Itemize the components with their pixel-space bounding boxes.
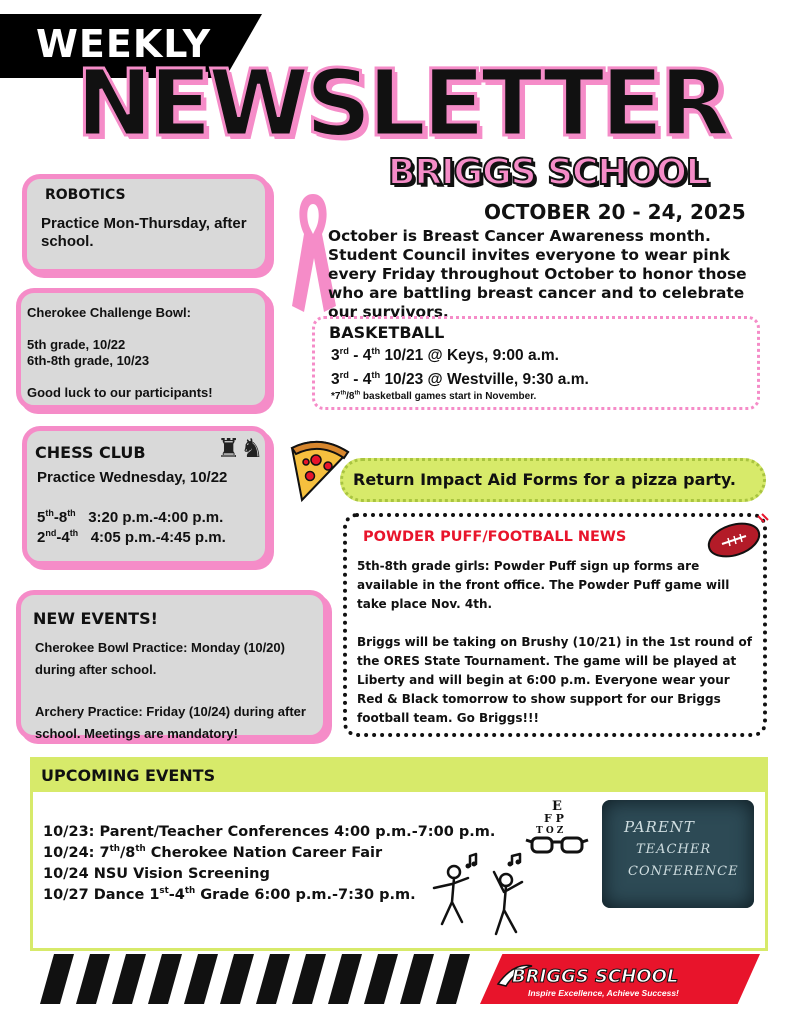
powder-puff-title: POWDER PUFF/FOOTBALL NEWS [363, 529, 627, 545]
event-item-detail: Cherokee Nation Career Fair [150, 845, 383, 861]
impact-aid-text: Return Impact Aid Forms for a pizza party. [353, 470, 736, 489]
chess-club-title: CHESS CLUB [35, 443, 146, 462]
chalkboard-line: CONFERENCE [628, 864, 739, 879]
date-range: OCTOBER 20 - 24, 2025 [484, 200, 746, 224]
chess-pieces-icon: ♜♞ [217, 433, 264, 463]
chess-row-upper: 5th-8th 3:20 p.m.-4:00 p.m. [37, 508, 224, 526]
cherokee-bowl-line2: 6th-8th grade, 10/23 [27, 353, 150, 368]
new-events-box [16, 590, 328, 740]
footer-stripes [40, 954, 540, 1004]
weekly-label: WEEKLY [36, 22, 212, 66]
footer-tagline: Inspire Excellence, Achieve Success! [528, 988, 679, 998]
dancers-icon [424, 852, 534, 942]
parent-teacher-chalkboard [602, 800, 754, 908]
chess-row-upper-time: 3:20 p.m.-4:00 p.m. [88, 509, 224, 526]
basketball-game-detail: 10/21 @ Keys, 9:00 a.m. [384, 347, 559, 364]
new-events-item: Cherokee Bowl Practice: Monday (10/20) during after school. [35, 640, 285, 677]
chalkboard-line: TEACHER [636, 842, 712, 857]
school-name: BRIGGS SCHOOL [388, 152, 708, 193]
event-item-detail: Grade 6:00 p.m.-7:30 p.m. [200, 887, 416, 903]
awareness-text: October is Breast Cancer Awareness month. Student Council invites everyone to wear pink every Friday throughout October to honor those who are battling breast cancer and to celebrate our survivors. [328, 227, 747, 321]
event-item: 10/24: 7th/8th Cherokee Nation Career Fair [43, 844, 383, 861]
event-item: 10/23: Parent/Teacher Conferences 4:00 p.m.-7:00 p.m. [43, 824, 496, 840]
svg-text:F P: F P [544, 812, 564, 825]
basketball-game: 3rd - 4th 10/23 @ Westville, 9:30 a.m. [331, 369, 589, 388]
footer-brand: BRIGGS SCHOOL [512, 966, 679, 987]
chalkboard-line: PARENT [624, 818, 695, 836]
impact-aid-banner [340, 458, 766, 502]
powder-puff-text [357, 557, 757, 728]
football-icon [694, 512, 772, 562]
new-events-text [35, 637, 325, 745]
cherokee-bowl-title: Cherokee Challenge Bowl: [27, 305, 191, 320]
robotics-box [22, 174, 270, 274]
basketball-game: 3rd - 4th 10/21 @ Keys, 9:00 a.m. [331, 345, 559, 364]
new-events-title: NEW EVENTS! [33, 609, 158, 628]
basketball-box [312, 316, 760, 410]
powder-puff-paragraph: 5th-8th grade girls: Powder Puff sign up forms are available in the front office. The Powder Puff game will take place Nov. 4th. [357, 559, 730, 611]
newsletter-title: NEWSLETTER [76, 50, 727, 157]
basketball-title: BASKETBALL [329, 323, 445, 342]
basketball-note-text: basketball games start in November. [362, 391, 537, 402]
cherokee-bowl-line1: 5th grade, 10/22 [27, 337, 126, 352]
robotics-text: Practice Mon-Thursday, after school. [41, 215, 247, 250]
chess-row-lower-time: 4:05 p.m.-4:45 p.m. [90, 529, 226, 546]
eye-chart-glasses-icon [524, 796, 590, 858]
new-events-item: Archery Practice: Friday (10/24) during after school. Meetings are mandatory! [35, 704, 306, 741]
cherokee-bowl-box [16, 288, 270, 410]
event-item: 10/24 NSU Vision Screening [43, 866, 270, 882]
football-paragraph: Briggs will be taking on Brushy (10/21) in the 1st round of the ORES State Tournament. The game will be played at Liberty and will begin at 6:00 p.m. Everyone wear your Red & Black tomorrow to show support for our Briggs football team. Go Briggs!!! [357, 635, 752, 725]
chess-row-lower: 2nd-4th 4:05 p.m.-4:45 p.m. [37, 528, 226, 546]
event-item: 10/27 Dance 1st-4th Grade 6:00 p.m.-7:30 p.m. [43, 886, 416, 903]
basketball-note: *7th/8th basketball games start in November. [331, 390, 537, 402]
upcoming-events-header [33, 760, 765, 792]
svg-text:T O Z: T O Z [536, 826, 564, 836]
robotics-title: ROBOTICS [45, 187, 126, 203]
chess-club-text: Practice Wednesday, 10/22 [37, 469, 228, 486]
svg-text:E: E [552, 799, 562, 814]
cherokee-bowl-line3: Good luck to our participants! [27, 385, 213, 400]
chess-club-box [22, 426, 270, 566]
upcoming-events-title: UPCOMING EVENTS [41, 766, 216, 785]
basketball-game-detail: 10/23 @ Westville, 9:30 a.m. [384, 371, 589, 388]
